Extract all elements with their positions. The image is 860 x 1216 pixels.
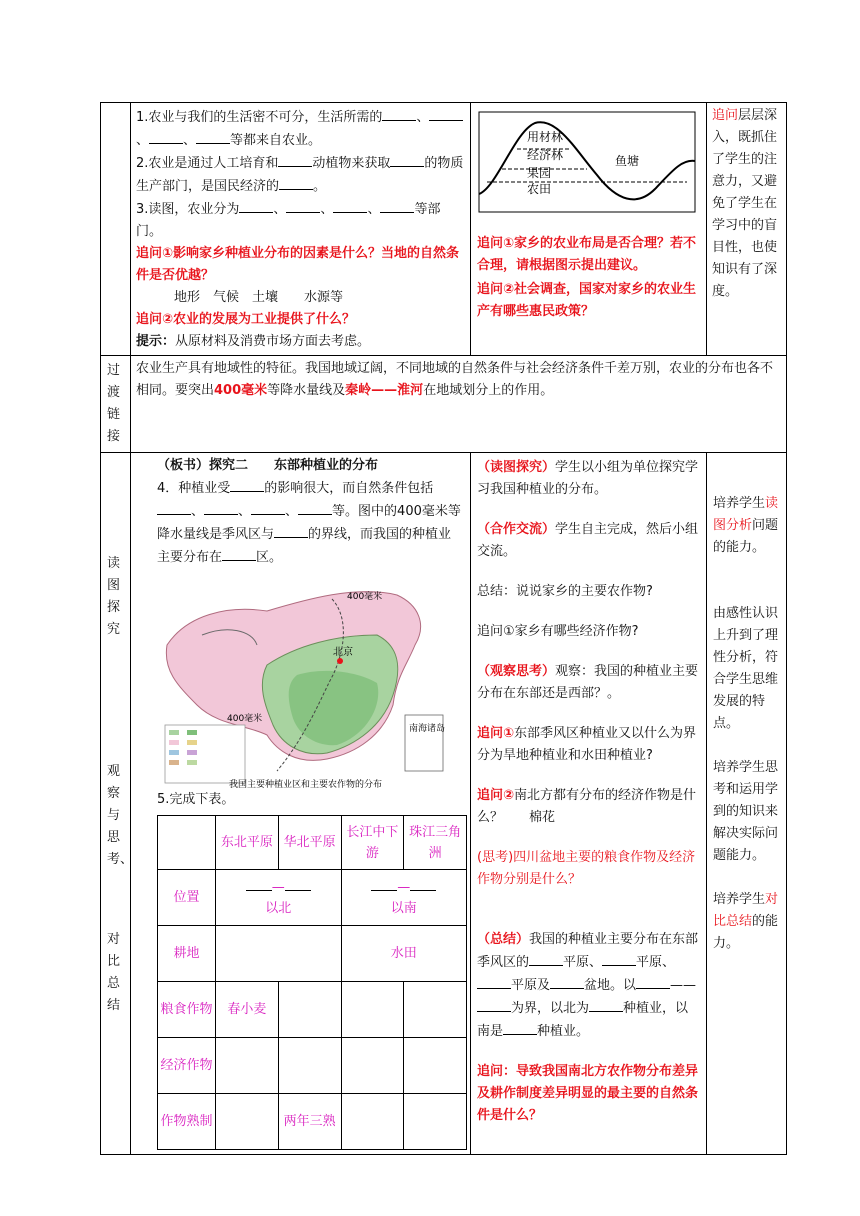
activity-final-question: 追问：导致我国南北方农作物分布差异及耕作制度差异明显的最主要的自然条件是什么？ [477,1064,699,1123]
crop-table-harvest-row [158,1094,467,1150]
lesson-plan-table [100,102,787,1155]
row3-activity-cell [471,453,707,1155]
question-3: 3.读图，农业分为 、 、 、 等部门。 [136,198,465,243]
crop-table-farmland-row [158,926,467,982]
rowlabel-farmland: 耕地 [158,926,216,982]
crop-table-cash-row [158,1038,467,1094]
row1-questions-cell [131,103,471,356]
factors-answer: 地形 气候 土壤 水源等 [174,290,344,305]
agriculture-layout-diagram [477,109,699,227]
header-yangtze-plain: 长江中下游 [341,816,404,870]
rowlabel-cash-crops: 经济作物 [158,1038,216,1094]
diagram-label-economic-forest: 经济林 [527,148,564,162]
activity-followup-boundary: 追问①东部季风区种植业又以什么为界分为旱地种植业和水田种植业? [477,726,697,763]
diagram-label-timber: 用材林 [527,130,564,144]
activity-conclusion: （总结）我国的种植业主要分布在东部季风区的 平原、 平原、平原及 盆地。以 ——为界，以北为 种植业，以南是 种植业。 [477,932,699,1039]
hint: 提示：从原材料及消费市场方面去考虑。 [136,334,371,349]
followup-2: 追问②农业的发展为工业提供了什么？ [136,312,356,327]
activity-observe: （观察思考）观察：我国的种植业主要分布在东部还是西部？。 [477,664,699,701]
diagram-label-fishpond: 鱼塘 [615,154,640,168]
row-transition [101,356,787,453]
map-label-isohyet-south: 400毫米 [227,714,263,724]
section-heading: （板书）探究二 东部种植业的分布 [157,458,379,473]
activity-read-map: （读图探究）学生以小组为单位探究学习我国种植业的分布。 [477,460,699,497]
rowlabel-harvest: 作物熟制 [158,1094,216,1150]
header-pearl-delta: 珠江三角洲 [404,816,467,870]
map-label-isohyet-north: 400毫米 [347,592,383,602]
row-planting-distribution [101,453,787,1155]
map-caption: 我国主要种植业区和主要农作物的分布 [229,780,383,789]
activity-think-sichuan: (思考)四川盆地主要的粮食作物及经济作物分别是什么？ [477,850,696,887]
row1-label-cell [101,103,131,356]
activity-cooperate: （合作交流）学生自主完成，然后小组交流。 [477,522,699,559]
crop-comparison-table [157,815,467,1150]
transition-text: 农业生产具有地域性的特征。我国地域辽阔，不同地域的自然条件与社会经济条件千差万别，农业的分布也各不相同。要突出400毫米等降水量线及秦岭——淮河在地域划分上的作用。 [136,361,774,398]
question-4: 4．种植业受 的影响很大，而自然条件包括、 、 、 等。图中的400毫米等降水量线是季风区与 的界线，而我国的种植业主要分布在 区。 [157,477,464,569]
mid-followup-1: 追问①家乡的农业布局是否合理？若不合理，请根据图示提出建议。 [477,236,697,273]
label-compare: 对比总结 [107,932,121,1013]
row3-main-cell [131,453,471,1155]
activity-followup-cash: 追问①家乡有哪些经济作物? [477,624,639,639]
diagram-label-orchard: 果园 [527,166,552,180]
map-label-south-sea: 南海诸岛 [409,724,446,734]
followup-1: 追问①影响家乡种植业分布的因素是什么？当地的自然条件是否优越？ [136,246,460,283]
harvest-north-china: 两年三熟 [278,1094,341,1150]
diagram-label-farmland: 农田 [527,182,552,196]
question-5: 5.完成下表。 [157,792,235,807]
crop-table-header-row [158,816,467,870]
label-observe: 观察与思考、 [107,764,134,867]
comment-problem-solving: 培养学生思考和运用学到的知识来解决实际问题能力。 [713,760,779,863]
question-2: 2.农业是通过人工培育和 动植物来获取 的物质生产部门，是国民经济的 。 [136,152,465,198]
activity-followup-cotton: 追问②南北方都有分布的经济作物是什么？ 棉花 [477,788,697,825]
row2-text-cell [131,356,787,453]
row2-label: 过渡链接 [101,356,131,453]
header-northeast-plain: 东北平原 [216,816,279,870]
row3-comment-cell [707,453,787,1155]
header-north-china-plain: 华北平原 [278,816,341,870]
rowlabel-position: 位置 [158,870,216,926]
row1-comment-cell [707,103,787,356]
comment-read-map-ability: 培养学生读图分析问题的能力。 [713,496,779,555]
activity-summary-question: 总结：说说家乡的主要农作物? [477,584,653,599]
farmland-south-cell: 水田 [341,926,467,982]
mid-followup-2: 追问②社会调查，国家对家乡的农业生产有哪些惠民政策？ [477,282,697,319]
comment-compare-ability: 培养学生对比总结的能力。 [713,892,779,951]
row1-middle-cell [471,103,707,356]
question-1: 1.农业与我们的生活密不可分，生活所需的 、、 、 等都来自农业。 [136,106,465,152]
crop-table-position-row [158,870,467,926]
position-north-cell: — 以北 [216,870,342,926]
rowlabel-grain: 粮食作物 [158,982,216,1038]
row3-label-cell [101,453,134,1155]
crop-table-grain-row [158,982,467,1038]
china-planting-map [157,575,447,789]
row1-comment: 追问层层深入，既抓住了学生的注意力，又避免了学生在学习中的盲目性，也使知识有了深度。 [712,108,778,299]
label-read-map: 读图探究 [107,556,121,637]
position-south-cell: — 以南 [341,870,467,926]
grain-northeast: 春小麦 [216,982,279,1038]
map-label-beijing: 北京 [333,647,353,658]
comment-rational-analysis: 由感性认识上升到了理性分析，符合学生思维发展的特点。 [713,606,779,731]
row-agriculture-intro [101,103,787,356]
